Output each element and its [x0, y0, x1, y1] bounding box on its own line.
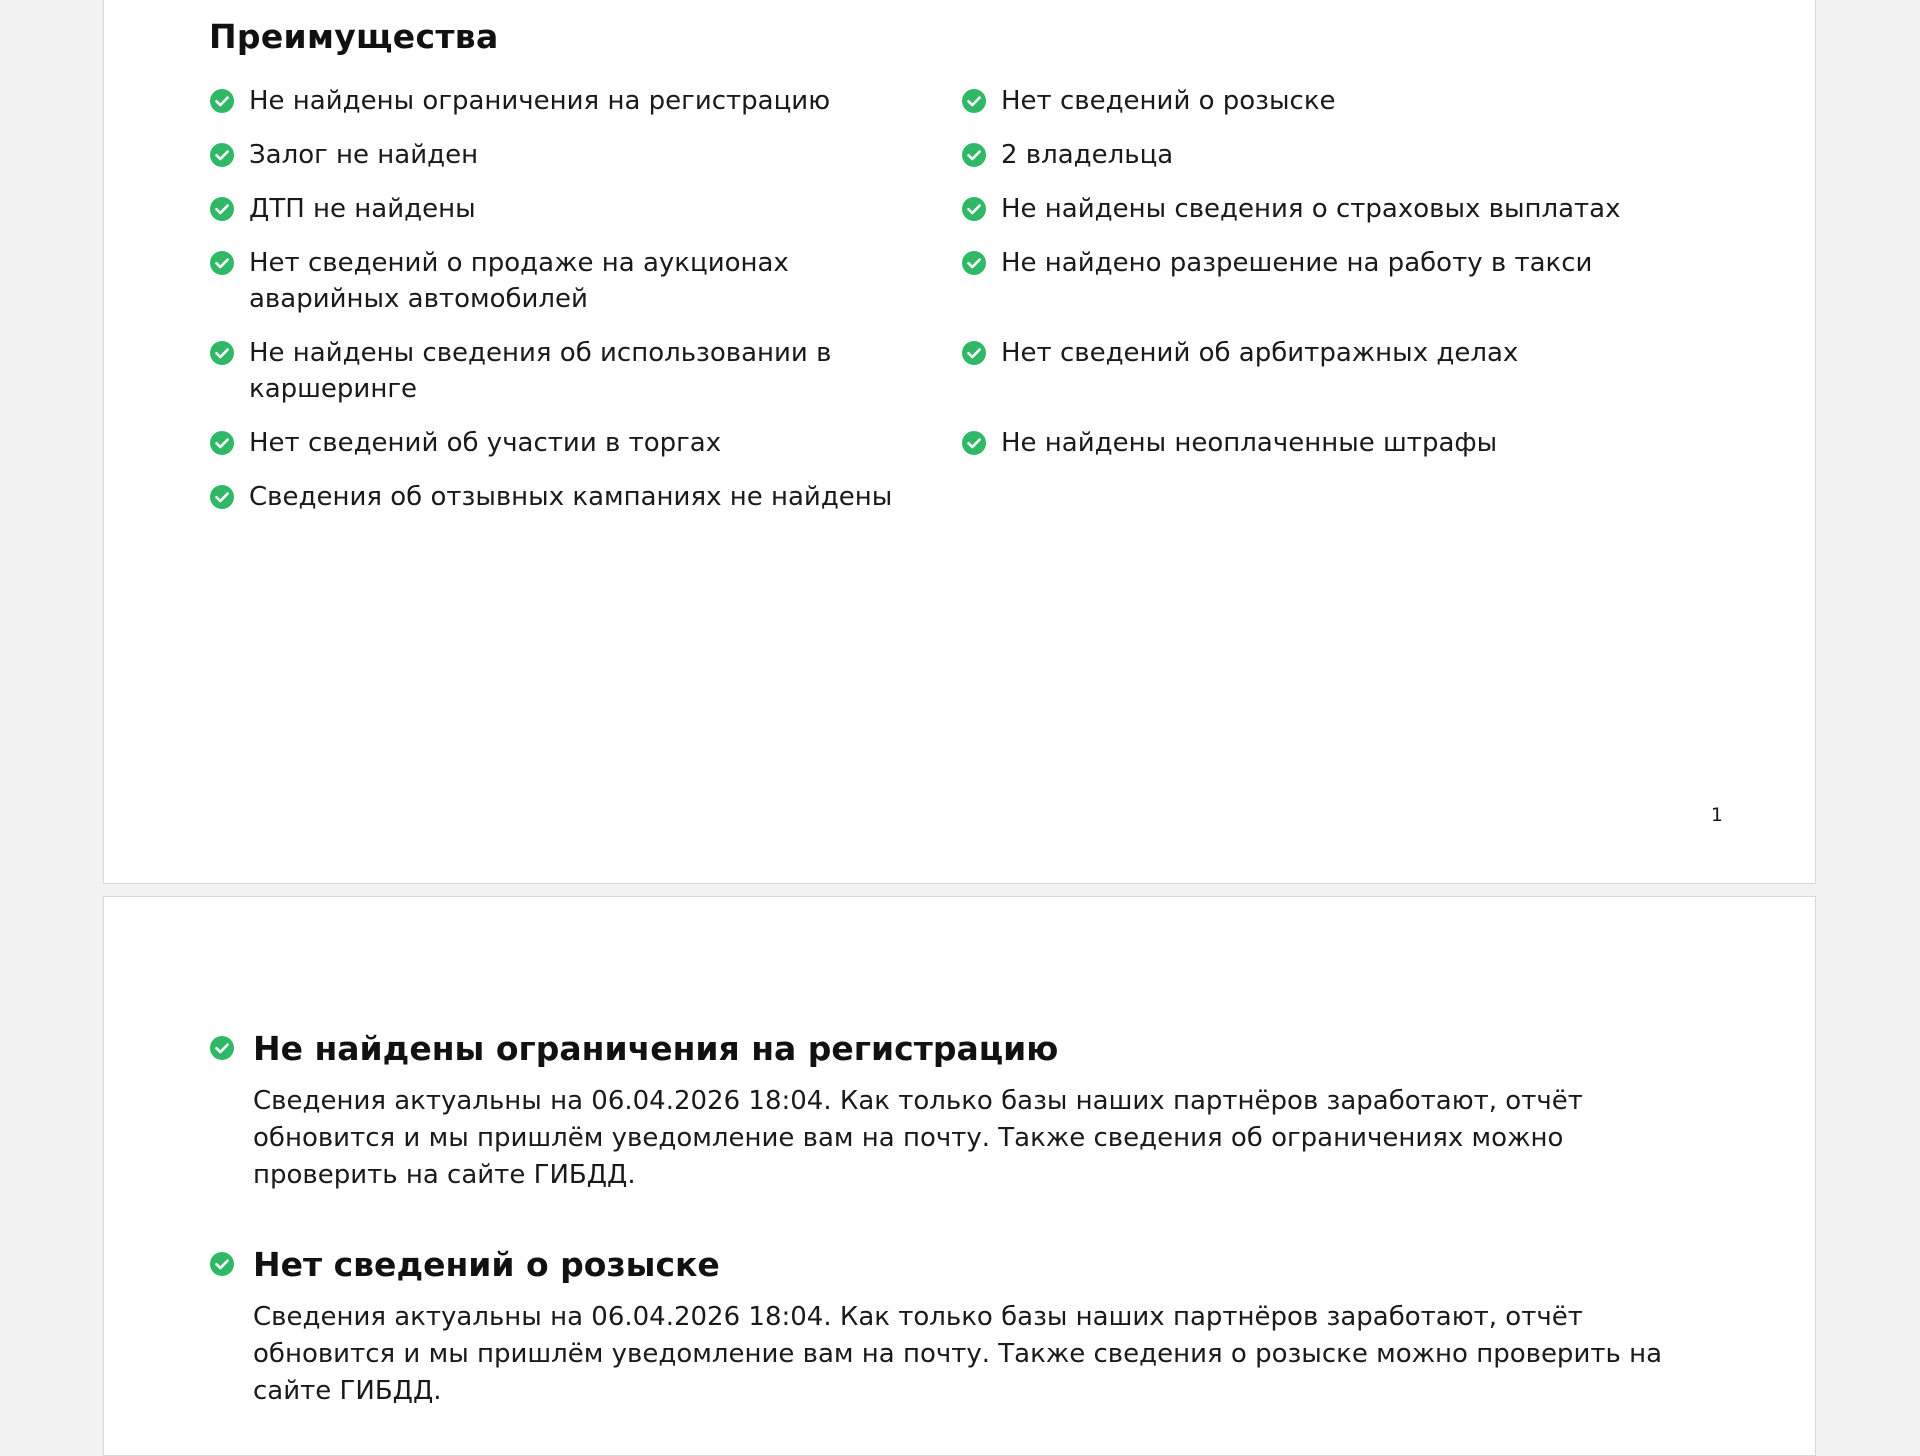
check-circle-icon [209, 1035, 235, 1061]
check-circle-icon [209, 430, 235, 456]
check-circle-icon [961, 142, 987, 168]
detail-title: Нет сведений о розыске [253, 1245, 720, 1284]
advantage-text: Залог не найден [249, 140, 479, 170]
detail-text: Сведения актуальны на 06.04.2026 18:04. Как только базы наших партнёров заработают, отчёт обновится и мы пришлём уведомление вам на почту. Также сведения о розыске можно проверить на сайте ГИБДД. [253, 1302, 1663, 1406]
detail-title: Не найдены ограничения на регистрацию [253, 1029, 1059, 1068]
advantage-item [209, 245, 944, 317]
advantage-item [209, 479, 944, 515]
advantage-text: Нет сведений о розыске [1001, 86, 1336, 116]
check-circle-icon [961, 250, 987, 276]
advantages-heading: Преимущества [209, 17, 499, 56]
check-circle-icon [961, 88, 987, 114]
advantage-item [961, 335, 1681, 371]
check-circle-icon [209, 142, 235, 168]
check-circle-icon [961, 430, 987, 456]
report-page-1 [103, 0, 1816, 884]
advantage-item [961, 83, 1681, 119]
detail-text: Сведения актуальны на 06.04.2026 18:04. Как только базы наших партнёров заработают, отчёт обновится и мы пришлём уведомление вам на почту. Также сведения об ограничениях можно проверить на сайте ГИБДД. [253, 1086, 1583, 1190]
advantage-text: ДТП не найдены [249, 194, 476, 224]
advantages-list-right [961, 83, 1681, 479]
check-circle-icon [209, 88, 235, 114]
advantage-text: Нет сведений об арбитражных делах [1001, 338, 1519, 368]
detail-header [209, 1243, 1689, 1287]
advantage-item [209, 335, 869, 407]
advantage-item [961, 191, 1681, 227]
advantage-item [209, 83, 944, 119]
check-circle-icon [209, 340, 235, 366]
check-circle-icon [961, 196, 987, 222]
advantage-text: Нет сведений об участии в торгах [249, 428, 722, 458]
advantage-item [961, 425, 1681, 461]
advantage-item [209, 425, 944, 461]
advantages-list-left [209, 83, 944, 533]
advantage-text: Не найдены ограничения на регистрацию [249, 86, 831, 116]
check-circle-icon [209, 250, 235, 276]
detail-section-wanted [209, 1243, 1689, 1410]
check-circle-icon [209, 196, 235, 222]
advantage-text: Нет сведений о продаже на аукционах аварийных автомобилей [249, 248, 789, 314]
detail-section-registration [209, 1027, 1689, 1194]
report-page-2 [103, 896, 1816, 1456]
advantage-text: 2 владельца [1001, 140, 1174, 170]
advantage-item [961, 137, 1681, 173]
advantage-text: Не найдены сведения об использовании в каршеринге [249, 338, 832, 404]
advantage-item [209, 191, 944, 227]
detail-header [209, 1027, 1689, 1071]
advantage-text: Не найдены неоплаченные штрафы [1001, 428, 1498, 458]
page-number: 1 [1710, 804, 1723, 826]
advantage-item [209, 137, 944, 173]
advantage-text: Не найдены сведения о страховых выплатах [1001, 194, 1621, 224]
check-circle-icon [209, 484, 235, 510]
advantage-text: Сведения об отзывных кампаниях не найдены [249, 482, 893, 512]
check-circle-icon [209, 1251, 235, 1277]
check-circle-icon [961, 340, 987, 366]
advantage-item [961, 245, 1681, 281]
advantage-text: Не найдено разрешение на работу в такси [1001, 248, 1593, 278]
